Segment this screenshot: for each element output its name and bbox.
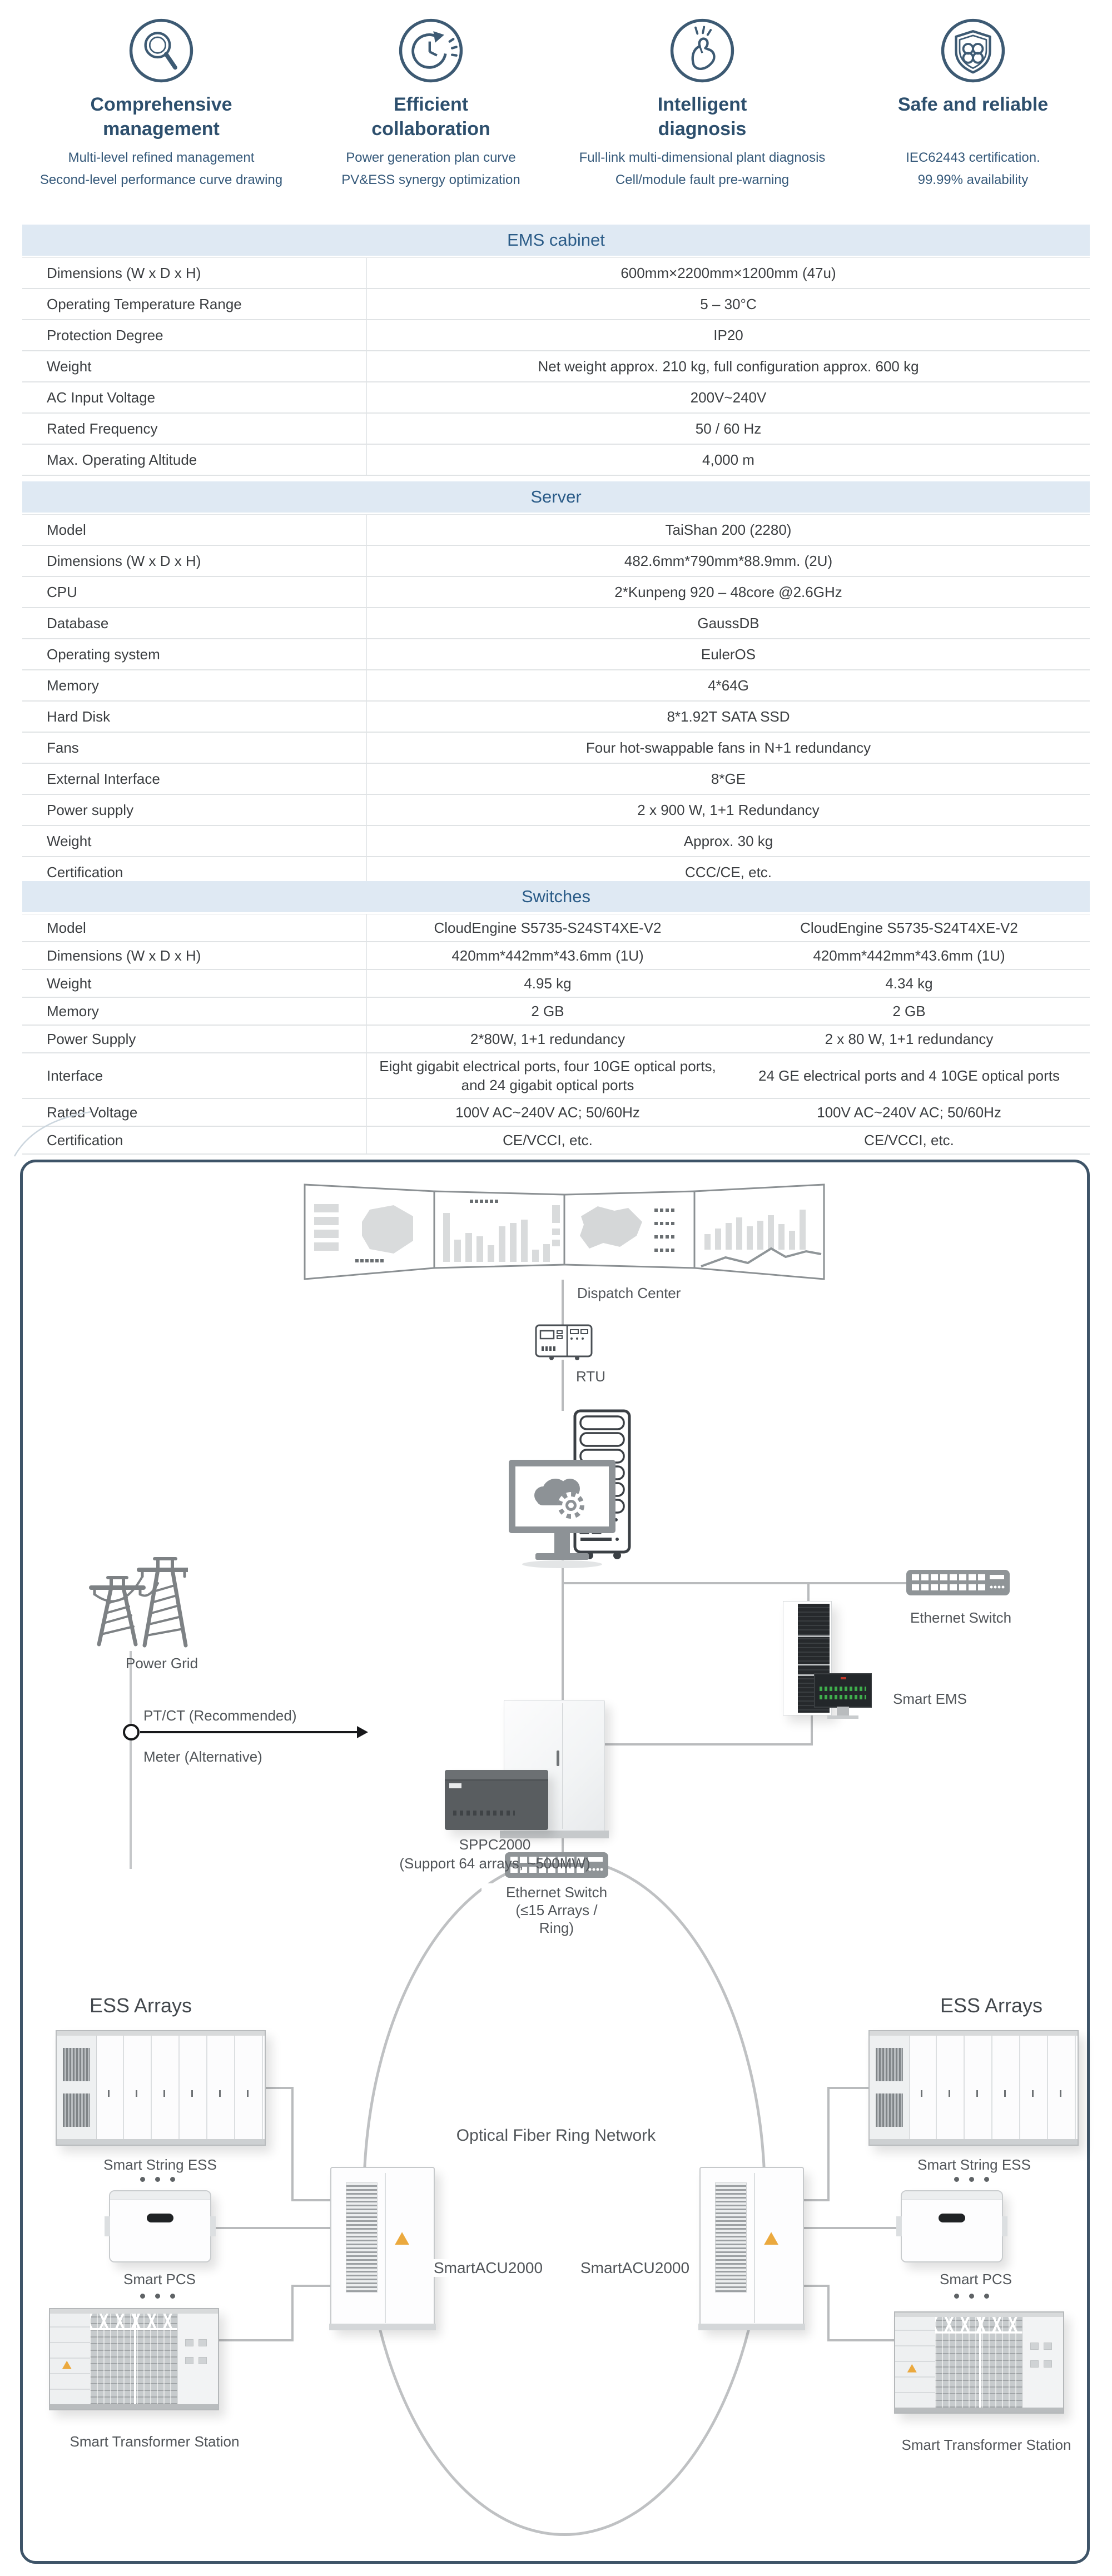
spec-value: 4*64G: [708, 677, 749, 694]
spec-label: Fans: [22, 733, 367, 763]
optical-ring-label: Optical Fiber Ring Network: [439, 2127, 673, 2145]
table-row: [22, 577, 1090, 608]
spec-value: 420mm*442mm*43.6mm (1U): [451, 947, 644, 964]
table-body: [22, 257, 1090, 476]
server-table: [22, 481, 1090, 888]
feature-subtitle: IEC62443 certification. 99.99% availability: [906, 150, 1040, 187]
spec-label: Dimensions (W x D x H): [22, 258, 367, 288]
spec-value: 200V~240V: [690, 389, 767, 406]
smartacu2000-left-label: SmartACU2000: [433, 2259, 543, 2276]
meter-label: Meter (Alternative): [143, 1748, 262, 1765]
feature-title: Intelligent diagnosis: [657, 94, 747, 140]
spec-label: Weight: [22, 970, 367, 997]
connector-trunk-ems-drop: [807, 1584, 810, 1602]
spec-value: CloudEngine S5735-S24ST4XE-V2: [434, 919, 662, 936]
spec-label: Rated Voltage: [22, 1099, 367, 1126]
connector-acu-right-c: [803, 2285, 830, 2287]
spec-value: 2 x 80 W, 1+1 redundancy: [825, 1031, 994, 1047]
spec-value: CE/VCCI, etc.: [864, 1132, 954, 1148]
spec-label: Certification: [22, 1127, 367, 1153]
measurement-arrow: [140, 1731, 358, 1733]
spec-label: CPU: [22, 577, 367, 607]
ems-cabinet-table: [22, 225, 1090, 476]
ess-arrays-left-title: ESS Arrays: [89, 1994, 192, 2017]
spec-value: 4,000 m: [702, 451, 754, 468]
table-row: [22, 258, 1090, 289]
table-row: [22, 608, 1090, 639]
ellipsis-left-1: [140, 2177, 175, 2182]
smart-pcs-left: [109, 2190, 211, 2262]
spec-value: 2*Kunpeng 920 – 48core @2.6GHz: [614, 584, 842, 600]
table-body: [22, 914, 1090, 1155]
smart-string-ess-left-label: Smart String ESS: [103, 2156, 217, 2173]
spec-value: 2 GB: [531, 1003, 564, 1020]
spec-label: Operating Temperature Range: [22, 289, 367, 319]
table-row: [22, 826, 1090, 857]
feature-efficient-collaboration: [292, 17, 570, 191]
connector-acu-left-a-riser: [291, 2087, 294, 2201]
sppc2000-controller: [445, 1770, 548, 1830]
feature-subtitle: Multi-level refined management Second-level performance curve drawing: [39, 150, 283, 187]
spec-value: 24 GE electrical ports and 4 10GE optical ports: [758, 1067, 1060, 1084]
spec-label: Protection Degree: [22, 320, 367, 350]
spec-value: Approx. 30 kg: [683, 833, 773, 849]
feature-title: Efficient collaboration: [371, 94, 490, 140]
clock-refresh-icon: [292, 17, 570, 84]
shield-icon: [834, 17, 1112, 84]
connector-acu-left-c: [291, 2285, 331, 2287]
spec-value: 2*80W, 1+1 redundancy: [470, 1031, 626, 1047]
table-row: [22, 1099, 1090, 1127]
table-title: Server: [22, 481, 1090, 513]
spec-value: CloudEngine S5735-S24T4XE-V2: [800, 919, 1018, 936]
switches-table: [22, 881, 1090, 1155]
connector-acu-right-a: [803, 2199, 830, 2201]
spec-value: Net weight approx. 210 kg, full configuration approx. 600 kg: [538, 358, 919, 375]
smart-pcs-right-label: Smart PCS: [939, 2271, 1012, 2287]
smartacu2000-right-label: SmartACU2000: [580, 2259, 690, 2276]
smart-transformer-right: [894, 2311, 1064, 2414]
table-row: [22, 970, 1090, 998]
connector-acu-right-c-transformer: [827, 2339, 895, 2341]
spec-value: 600mm×2200mm×1200mm (47u): [620, 265, 836, 281]
feature-title: Safe and reliable: [897, 94, 1049, 115]
grid-connection-node: [123, 1724, 140, 1740]
spec-label: Weight: [22, 351, 367, 381]
smart-ems-monitor: [814, 1673, 872, 1708]
spec-label: Max. Operating Altitude: [22, 445, 367, 475]
spec-label: Weight: [22, 826, 367, 856]
smart-transformer-left-label: Smart Transformer Station: [70, 2433, 240, 2450]
connector-acu-left-a-ess: [265, 2087, 294, 2089]
magnifier-icon: [22, 17, 300, 84]
feature-comprehensive-management: [22, 17, 300, 191]
table-row: [22, 914, 1090, 942]
table-title: EMS cabinet: [22, 225, 1090, 256]
feature-subtitle: Full-link multi-dimensional plant diagnosis Cell/module fault pre-warning: [579, 150, 826, 187]
spec-label: Certification: [22, 857, 367, 887]
connector-acu-left-b-pcs: [211, 2227, 331, 2229]
table-body: [22, 514, 1090, 888]
spec-value: 8*1.92T SATA SSD: [667, 708, 790, 725]
ess-arrays-right-title: ESS Arrays: [940, 1994, 1043, 2017]
power-grid-busbar: [130, 1651, 132, 1869]
feature-intelligent-diagnosis: [563, 17, 841, 191]
spec-label: AC Input Voltage: [22, 382, 367, 412]
spec-label: External Interface: [22, 764, 367, 794]
spec-value: 482.6mm*790mm*88.9mm. (2U): [624, 553, 833, 569]
spec-value: CE/VCCI, etc.: [503, 1132, 593, 1148]
spec-value: Four hot-swappable fans in N+1 redundancy: [585, 739, 871, 756]
connector-ems-sppc: [604, 1743, 813, 1745]
spec-value: EulerOS: [701, 646, 756, 663]
spec-value: 100V AC~240V AC; 50/60Hz: [817, 1104, 1001, 1121]
spec-label: Hard Disk: [22, 702, 367, 732]
table-row: [22, 515, 1090, 546]
connector-acu-right-a-ess: [827, 2087, 870, 2089]
ellipsis-right-1: [954, 2177, 989, 2182]
measurement-arrowhead: [357, 1726, 368, 1738]
table-row: [22, 1127, 1090, 1155]
connector-acu-left-c-transformer: [219, 2339, 294, 2341]
management-monitor-icon: [509, 1460, 615, 1569]
connector-trunk-horizontal: [563, 1582, 907, 1584]
ring-switch-label-line1: Ethernet Switch: [481, 1883, 632, 1901]
spec-label: Power supply: [22, 795, 367, 825]
table-row: [22, 702, 1090, 733]
smart-ems-label: Smart EMS: [893, 1690, 967, 1707]
ellipsis-right-2: [954, 2294, 989, 2299]
table-row: [22, 1053, 1090, 1099]
spec-label: Dimensions (W x D x H): [22, 546, 367, 576]
table-row: [22, 320, 1090, 351]
power-grid-towers-icon: [82, 1533, 188, 1648]
spec-label: Memory: [22, 998, 367, 1025]
table-row: [22, 795, 1090, 826]
ring-switch-label-line2: (≤15 Arrays /: [481, 1901, 632, 1919]
table-row: [22, 546, 1090, 577]
smart-transformer-right-label: Smart Transformer Station: [901, 2436, 1071, 2453]
spec-label: Interface: [22, 1053, 367, 1098]
smartacu2000-left: [330, 2167, 435, 2329]
connector-acu-left-a: [291, 2199, 331, 2201]
table-row: [22, 382, 1090, 414]
dispatch-center-screens-icon: [303, 1183, 826, 1281]
spec-value: TaiShan 200 (2280): [665, 521, 792, 538]
table-row: [22, 445, 1090, 476]
smart-string-ess-right-label: Smart String ESS: [917, 2156, 1031, 2173]
connector-acu-right-b-pcs: [803, 2227, 902, 2229]
table-row: [22, 414, 1090, 445]
ethernet-switch-label: Ethernet Switch: [910, 1609, 1012, 1626]
smart-transformer-left: [49, 2308, 219, 2410]
spec-value: 8*GE: [711, 770, 746, 787]
table-row: [22, 998, 1090, 1026]
spec-value: 2 x 900 W, 1+1 Redundancy: [637, 802, 820, 818]
ellipsis-left-2: [140, 2294, 175, 2299]
spec-label: Model: [22, 914, 367, 941]
ring-switch-label-line3: Ring): [481, 1919, 632, 1937]
table-row: [22, 670, 1090, 702]
smart-pcs-left-label: Smart PCS: [123, 2271, 196, 2287]
table-row: [22, 639, 1090, 670]
ptct-label: PT/CT (Recommended): [143, 1707, 297, 1724]
sppc2000-label: SPPC2000: [459, 1836, 531, 1853]
smart-pcs-right: [901, 2190, 1003, 2262]
connector-server-sppc: [562, 1555, 564, 1701]
table-row: [22, 942, 1090, 970]
spec-value: GaussDB: [697, 615, 759, 631]
table-row: [22, 289, 1090, 320]
spec-value: IP20: [713, 327, 743, 344]
feature-subtitle: Power generation plan curve PV&ESS synergy optimization: [341, 150, 520, 187]
spec-value: 4.34 kg: [885, 975, 933, 992]
spec-value: 2 GB: [892, 1003, 926, 1020]
spec-value: CCC/CE, etc.: [684, 864, 772, 881]
rtu-icon: [535, 1324, 593, 1361]
smart-string-ess-right: [868, 2030, 1079, 2146]
spec-label: Rated Frequency: [22, 414, 367, 444]
connector-rtu-server: [562, 1360, 564, 1411]
ethernet-switch-icon: [906, 1570, 1010, 1595]
sppc2000-capacity-label: (Support 64 arrays, ~500MW): [399, 1855, 590, 1872]
spec-label: Memory: [22, 670, 367, 700]
spec-value: Eight gigabit electrical ports, four 10GE optical ports, and 24 gigabit optical ports: [379, 1058, 716, 1093]
spec-label: Dimensions (W x D x H): [22, 942, 367, 969]
spec-label: Database: [22, 608, 367, 638]
page-swoosh-decoration: [11, 1107, 95, 1158]
table-row: [22, 764, 1090, 795]
connector-acu-right-a-riser: [827, 2087, 830, 2201]
smartacu2000-right: [699, 2167, 804, 2329]
power-grid-label: Power Grid: [126, 1655, 198, 1672]
connector-wall-rtu: [562, 1280, 564, 1325]
rtu-label: RTU: [576, 1368, 605, 1385]
table-title: Switches: [22, 881, 1090, 912]
feature-safe-reliable: [834, 17, 1112, 191]
spec-label: Power Supply: [22, 1026, 367, 1052]
connector-acu-left-c-drop: [291, 2285, 294, 2341]
spec-value: 100V AC~240V AC; 50/60Hz: [455, 1104, 640, 1121]
spec-label: Operating system: [22, 639, 367, 669]
finger-snap-icon: [563, 17, 841, 84]
connector-ems-down: [811, 1715, 813, 1745]
feature-title: Comprehensive management: [90, 94, 232, 140]
table-row: [22, 351, 1090, 382]
spec-value: 5 – 30°C: [700, 296, 757, 312]
spec-value: 420mm*442mm*43.6mm (1U): [813, 947, 1005, 964]
connector-acu-right-c-drop: [827, 2285, 830, 2341]
table-row: [22, 1026, 1090, 1053]
spec-value: 50 / 60 Hz: [695, 420, 762, 437]
dispatch-center-label: Dispatch Center: [577, 1285, 681, 1301]
spec-label: Model: [22, 515, 367, 545]
spec-value: 4.95 kg: [524, 975, 572, 992]
smart-string-ess-left: [56, 2030, 266, 2146]
table-row: [22, 733, 1090, 764]
